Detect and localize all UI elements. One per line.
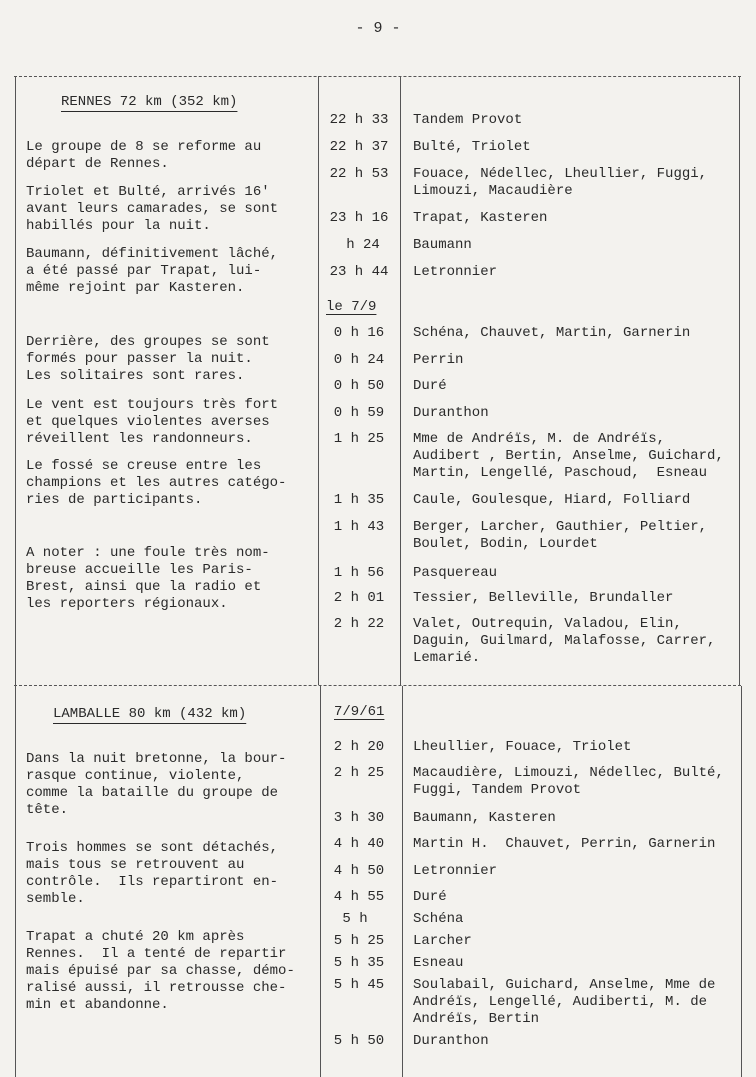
commentary-paragraph: Dans la nuit bretonne, la bour- rasque continue, violente, comme la bataille du groupe de tête. (26, 751, 287, 818)
right-border-top (739, 76, 740, 685)
names-cell: Schéna, Chauvet, Martin, Garnerin (413, 325, 691, 341)
names-cell: Baumann, Kasteren (413, 810, 556, 826)
column-divider-2-top (400, 76, 401, 685)
column-divider-2-bottom (402, 686, 403, 1077)
time-cell: 1 h 25 (333, 431, 385, 447)
time-cell: 4 h 50 (333, 863, 385, 879)
left-border-top (15, 76, 16, 685)
time-cell: 1 h 56 (333, 565, 385, 581)
time-cell: 5 h 50 (333, 1033, 385, 1049)
names-cell: Baumann (413, 237, 472, 253)
time-cell: 0 h 16 (333, 325, 385, 341)
time-cell: 0 h 24 (333, 352, 385, 368)
time-cell: 3 h 30 (333, 810, 385, 826)
section-divider (14, 685, 741, 686)
time-cell: 22 h 53 (329, 166, 389, 182)
time-cell: 2 h 01 (333, 590, 385, 606)
names-cell: Duranthon (413, 1033, 489, 1049)
date-label: le 7/9 (326, 299, 377, 315)
time-cell: 23 h 16 (329, 210, 389, 226)
names-cell: Perrin (413, 352, 464, 368)
time-cell: 1 h 35 (333, 492, 385, 508)
date-label: 7/9/61 (334, 704, 385, 720)
names-cell: Esneau (413, 955, 464, 971)
time-cell: 23 h 44 (329, 264, 389, 280)
right-border-bottom (741, 686, 742, 1077)
names-cell: Soulabail, Guichard, Anselme, Mme de Andréïs, Lengellé, Audiberti, M. de Andréïs, Bertin (413, 977, 716, 1027)
time-cell: 5 h (342, 911, 368, 927)
names-cell: Pasquereau (413, 565, 498, 581)
commentary-paragraph: Le vent est toujours très fort et quelques violentes averses réveillent les randonneurs. (26, 397, 279, 447)
names-cell: Caule, Goulesque, Hiard, Folliard (413, 492, 691, 508)
top-divider (14, 76, 741, 77)
time-cell: 2 h 22 (333, 616, 385, 632)
names-cell: Berger, Larcher, Gauthier, Peltier, Boulet, Bodin, Lourdet (413, 519, 708, 552)
commentary-paragraph: Trois hommes se sont détachés, mais tous se retrouvent au contrôle. Ils repartiront en- semble. (26, 840, 279, 907)
names-cell: Larcher (413, 933, 472, 949)
time-cell: 5 h 35 (333, 955, 385, 971)
column-divider-1-bottom (320, 686, 321, 1077)
names-cell: Tessier, Belleville, Brundaller (413, 590, 674, 606)
time-cell: h 24 (346, 237, 380, 253)
left-border-bottom (15, 686, 16, 1077)
time-cell: 0 h 59 (333, 405, 385, 421)
commentary-paragraph: Le groupe de 8 se reforme au départ de Rennes. (26, 139, 262, 172)
time-cell: 5 h 45 (333, 977, 385, 993)
names-cell: Letronnier (413, 863, 498, 879)
time-cell: 2 h 20 (333, 739, 385, 755)
page-number: - 9 - (355, 20, 401, 37)
column-divider-1-top (318, 76, 319, 685)
names-cell: Mme de Andréïs, M. de Andréïs, Audibert , Bertin, Anselme, Guichard, Martin, Lengellé, Paschoud, Esneau (413, 431, 724, 481)
time-cell: 2 h 25 (333, 765, 385, 781)
names-cell: Tandem Provot (413, 112, 523, 128)
time-cell: 22 h 37 (329, 139, 389, 155)
time-cell: 1 h 43 (333, 519, 385, 535)
time-cell: 5 h 25 (333, 933, 385, 949)
names-cell: Duranthon (413, 405, 489, 421)
section-title: RENNES 72 km (352 km) (61, 94, 238, 110)
names-cell: Lheullier, Fouace, Triolet (413, 739, 632, 755)
names-cell: Letronnier (413, 264, 498, 280)
section-title: LAMBALLE 80 km (432 km) (53, 706, 247, 722)
names-cell: Bulté, Triolet (413, 139, 531, 155)
commentary-paragraph: Derrière, des groupes se sont formés pour passer la nuit. Les solitaires sont rares. (26, 334, 270, 384)
time-cell: 4 h 55 (333, 889, 385, 905)
names-cell: Martin H. Chauvet, Perrin, Garnerin (413, 836, 716, 852)
time-cell: 0 h 50 (333, 378, 385, 394)
names-cell: Trapat, Kasteren (413, 210, 548, 226)
names-cell: Valet, Outrequin, Valadou, Elin, Daguin, Guilmard, Malafosse, Carrer, Lemarié. (413, 616, 716, 666)
names-cell: Macaudière, Limouzi, Nédellec, Bulté, Fuggi, Tandem Provot (413, 765, 724, 798)
names-cell: Schéna (413, 911, 464, 927)
commentary-paragraph: Trapat a chuté 20 km après Rennes. Il a tenté de repartir mais épuisé par sa chasse, démo- ralisé aussi, il retrousse che- min et abandonne. (26, 929, 295, 1013)
names-cell: Fouace, Nédellec, Lheullier, Fuggi, Limouzi, Macaudière (413, 166, 708, 199)
commentary-paragraph: Le fossé se creuse entre les champions et les autres catégo- ries de participants. (26, 458, 287, 508)
commentary-paragraph: Triolet et Bulté, arrivés 16' avant leurs camarades, se sont habillés pour la nuit. (26, 184, 279, 234)
time-cell: 4 h 40 (333, 836, 385, 852)
commentary-paragraph: A noter : une foule très nom- breuse accueille les Paris- Brest, ainsi que la radio et les reporters régionaux. (26, 545, 270, 612)
time-cell: 22 h 33 (329, 112, 389, 128)
names-cell: Duré (413, 889, 447, 905)
commentary-paragraph: Baumann, définitivement lâché, a été passé par Trapat, lui- même rejoint par Kasteren. (26, 246, 279, 296)
names-cell: Duré (413, 378, 447, 394)
